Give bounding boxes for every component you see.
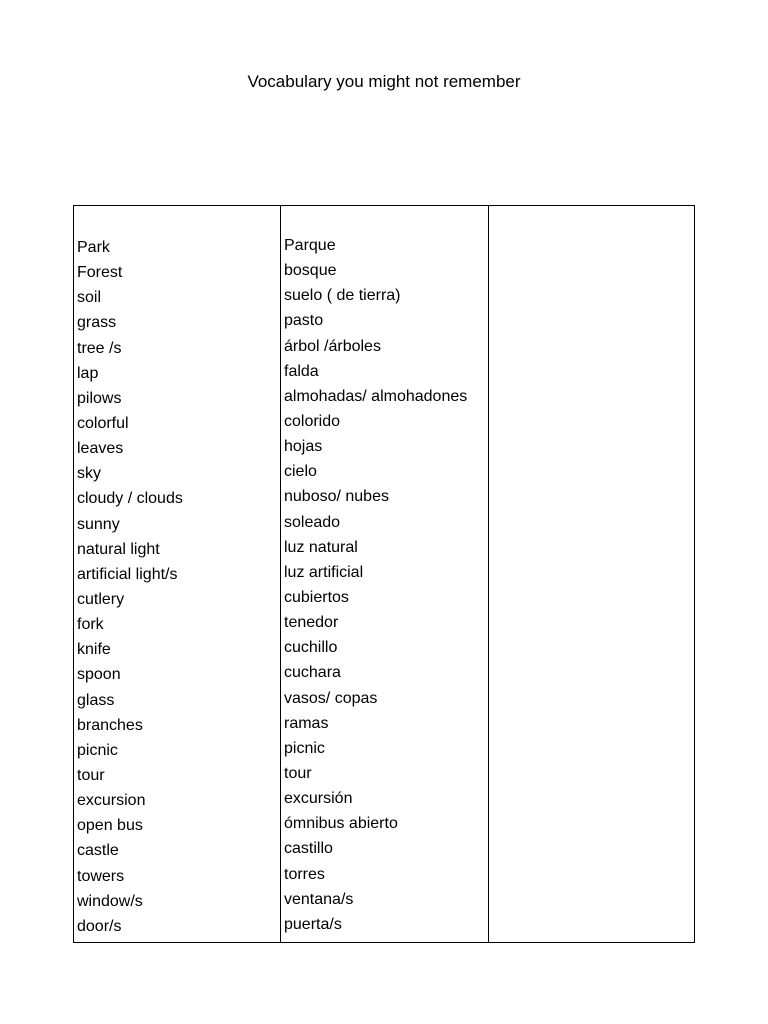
english-column [74, 206, 281, 942]
english-word: artificial light/s [77, 565, 178, 583]
english-word: door/s [77, 917, 122, 935]
english-word: cutlery [77, 590, 125, 608]
spanish-word: cuchara [284, 664, 341, 682]
spanish-column [281, 206, 489, 942]
spanish-word: ramas [284, 714, 329, 732]
english-word: Forest [77, 264, 123, 282]
spanish-word: suelo ( de tierra) [284, 287, 401, 305]
spanish-word: bosque [284, 262, 337, 280]
english-word: window/s [77, 892, 143, 910]
spanish-word: almohadas/ almohadones [284, 387, 468, 405]
english-word: fork [77, 616, 104, 634]
english-word: leaves [77, 440, 124, 458]
spanish-word: Parque [284, 237, 336, 254]
spanish-word: castillo [284, 840, 333, 858]
english-word: picnic [77, 741, 118, 759]
spanish-word: cuchillo [284, 639, 338, 657]
spanish-word: hojas [284, 438, 323, 456]
spanish-word: falda [284, 362, 319, 380]
english-word: lap [77, 364, 99, 382]
spanish-word: vasos/ copas [284, 689, 378, 707]
spanish-word-list [284, 233, 467, 937]
spanish-word: ventana/s [284, 890, 354, 908]
english-word: sunny [77, 515, 120, 533]
english-word: tree /s [77, 339, 122, 357]
english-word-list [77, 235, 183, 939]
empty-column [489, 206, 694, 942]
spanish-word: picnic [284, 739, 325, 757]
english-word: tour [77, 766, 105, 784]
english-word: sky [77, 465, 101, 483]
english-word: pilows [77, 389, 122, 407]
spanish-word: tour [284, 764, 312, 782]
english-word: colorful [77, 414, 129, 432]
spanish-word: luz natural [284, 538, 358, 556]
english-word: cloudy / clouds [77, 490, 183, 508]
english-word: open bus [77, 817, 143, 835]
spanish-word: árbol /árboles [284, 337, 381, 355]
spanish-word: luz artificial [284, 563, 364, 581]
english-word: branches [77, 716, 143, 734]
vocabulary-table [73, 205, 695, 943]
english-word: glass [77, 691, 115, 709]
spanish-word: nuboso/ nubes [284, 488, 389, 506]
spanish-word: cubiertos [284, 588, 349, 606]
spanish-word: torres [284, 865, 325, 883]
english-word: spoon [77, 666, 121, 684]
spanish-word: tenedor [284, 614, 339, 632]
spanish-word: colorido [284, 412, 341, 430]
spanish-word: excursión [284, 790, 353, 808]
spanish-word: soleado [284, 513, 341, 531]
english-word: towers [77, 867, 125, 885]
english-word: Park [77, 239, 110, 256]
spanish-word: pasto [284, 312, 324, 330]
english-word: natural light [77, 540, 160, 558]
english-word: soil [77, 289, 102, 307]
spanish-word: puerta/s [284, 915, 342, 933]
english-word: knife [77, 641, 111, 659]
english-word: excursion [77, 792, 146, 810]
spanish-word: cielo [284, 463, 317, 481]
page-title: Vocabulary you might not remember [247, 72, 521, 91]
spanish-word: ómnibus abierto [284, 815, 398, 833]
english-word: grass [77, 314, 117, 332]
english-word: castle [77, 842, 119, 860]
